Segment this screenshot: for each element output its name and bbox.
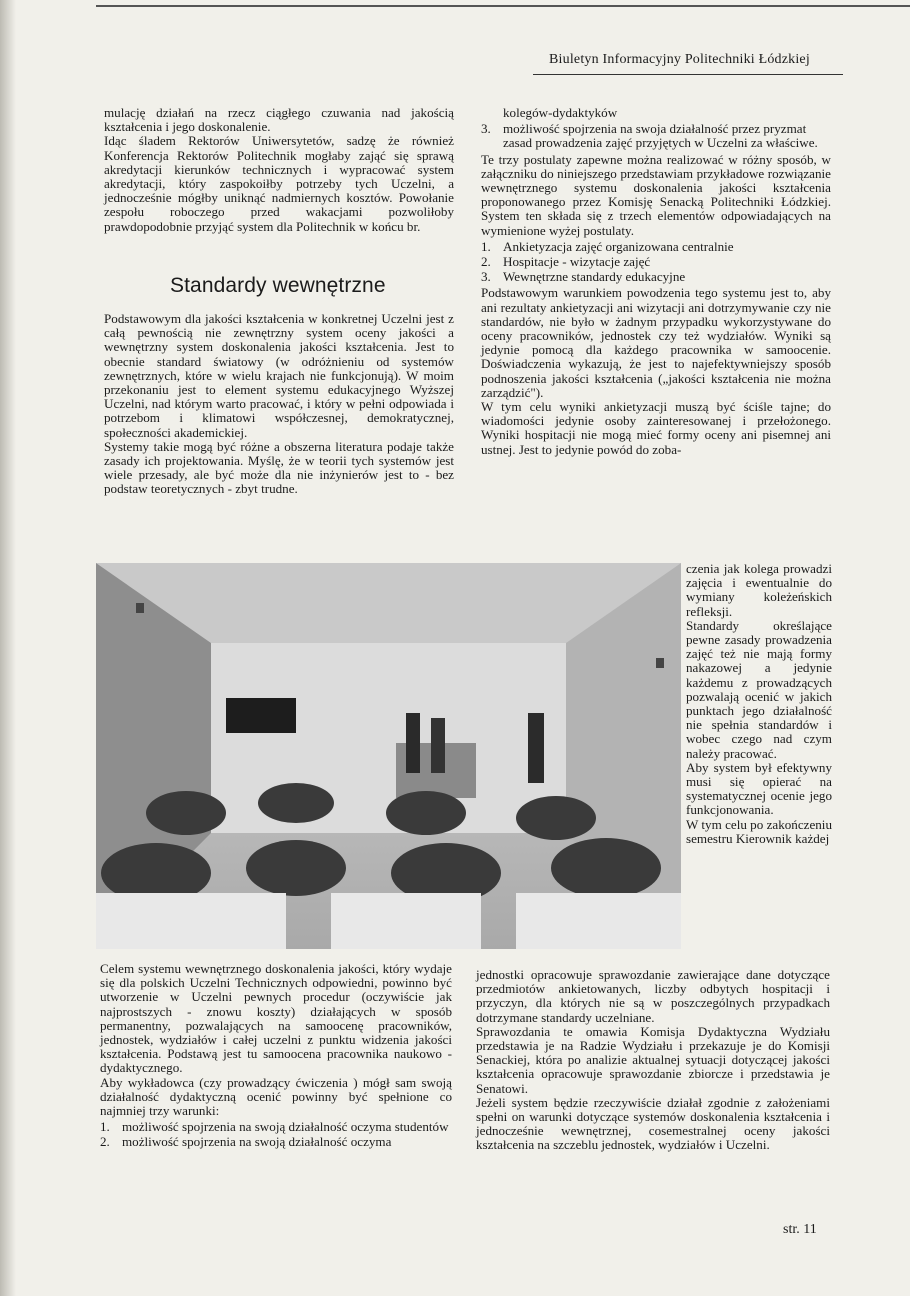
- page-number: str. 11: [783, 1222, 817, 1237]
- paragraph: Systemy takie mogą być różne a obszerna literatura podaje także zasady ich projektowania. Myślę, że w teorii tych systemów jest wiele przesady, ale być może dla nie inżynierów jest to - bez podstaw teoretycznych - zbyt trudne.: [104, 438, 454, 497]
- paragraph: Sprawozdania te omawia Komisja Dydaktyczna Wydziału przedstawia je na Radzie Wydziału i przekazuje je do Komisji Senackiej, która po analizie aktualnej sytuacji dotyczącej jakości kształcenia opracowuje sprawozdanie zbiorcze i przedstawia je Senatowi.: [476, 1023, 830, 1096]
- paragraph: mulację działań na rzecz ciągłego czuwania nad jakością kształcenia i jego doskonalenie.: [104, 105, 454, 135]
- right-column-top: [481, 106, 831, 457]
- paragraph: Aby wykładowca (czy prowadzący ćwiczenia ) mógł sam swoją działalność dydaktyczną ocenić powinny być spełnione co najmniej trzy warunki:: [100, 1074, 452, 1119]
- section-heading: Standardy wewnętrzne: [170, 274, 386, 297]
- paragraph: W tym celu wyniki ankietyzacji muszą być ściśle tajne; do wiadomości jedynie osoby zainteresowanej i przełożonego. Wyniki hospitacji nie mogą mieć formy oceny ani pisemnej ani ustnej. Jest to jedynie powód do zoba-: [481, 399, 831, 457]
- page-edge-shadow: [0, 0, 16, 1296]
- paragraph: jednostki opracowuje sprawozdanie zawierające dane dotyczące przedmiotów ankietowanych, liczby odbytych hospitacji i przyczyn, dla których nie są w poszczególnych przypadkach dotrzymane standardy uczelniane.: [476, 967, 830, 1025]
- list-item-continuation: kolegów-dydaktyków: [503, 105, 618, 120]
- paragraph: Standardy określające pewne zasady prowadzenia zajęć też nie mają formy nakazowej a jedynie każdemu z prowadzących pozwalają ocenić w jakich punktach jego działalność nie spełnia standardów i wobec czego nad czym należy pracować.: [686, 617, 832, 761]
- paragraph: W tym celu po zakończeniu semestru Kierownik każdej: [686, 816, 832, 846]
- left-column-middle: [104, 312, 454, 497]
- running-header: Biuletyn Informacyjny Politechniki Łódzkiej: [549, 52, 810, 67]
- list-item: 2. możliwość spojrzenia na swoją działalność oczyma: [100, 1134, 392, 1150]
- paragraph: Idąc śladem Rektorów Uniwersytetów, sadzę że również Konferencja Rektorów Politechnik mogłaby zająć się sprawą akredytacji kierunków technicznych i wypracować system akredytacji, który zaspokoiłby potrzeby tych Uczelni, a jednocześnie mógłby uniknąć nadmiernych kosztów. Powołanie zespołu roboczego przed wakacjami pozwoliłoby prawdopodobnie przyjąć system dla Politechnik w końcu br.: [104, 133, 454, 234]
- left-column-top: [104, 106, 454, 234]
- top-rule: [96, 0, 910, 7]
- list-item: 2. Hospitacje - wizytacje zajęć: [481, 254, 651, 270]
- right-column-bottom: [476, 968, 830, 1153]
- paragraph: Podstawowym dla jakości kształcenia w konkretnej Uczelni jest z całą pewnością nie zewnętrzny system oceny jakości a wewnętrzny system doskonalenia jakości kształcenia. Jest to obecnie standard światowy (w odróżnieniu od systemów zewnętrznych, które w wielu krajach nie funkcjonują). W moim przekonaniu jest to element systemu edukacyjnego Wyższej Uczelni, nad którym warto pracować, i który w pełni odpowiada i potrzebom i klimatowi współczesnej, demokratycznej, społeczności akademickiej.: [104, 311, 454, 440]
- paragraph: Te trzy postulaty zapewne można realizować w różny sposób, w załączniku do niniejszego przedstawiam przykładowe rozwiązanie wewnętrznego systemu doskonalenia jakości kształcenia proponowanego przez Komisję Senacką Politechniki Łódzkiej. System ten składa się z trzech elementów odpowiadających na wymienione wyżej postulaty.: [481, 151, 831, 238]
- system-elements-list: [481, 240, 831, 285]
- lecture-hall-photo: [96, 563, 681, 949]
- right-column-wrap: [686, 562, 832, 846]
- photo-illustration: [96, 563, 681, 949]
- list-item: 1. Ankietyzacja zajęć organizowana centralnie: [481, 238, 734, 254]
- paragraph: czenia jak kolega prowadzi zajęcia i ewentualnie do wymiany koleżeńskich refleksji.: [686, 561, 832, 619]
- conditions-list: [100, 1120, 452, 1149]
- paragraph: Podstawowym warunkiem powodzenia tego systemu jest to, aby ani rezultaty ankietyzacji ani wizytacji ani dotrzymywanie czy nie standardów, nie było w żadnym przypadku wykorzystywane do oceny pracowników, jednostek czy też wydziałów. Wyniki są jedynie pomocą dla każdego pracownika w samoocenie. Doświadczenia wykazują, że jest to najefektywniejszy sposób podnoszenia jakości kształcenia („jakości kształcenia nie można zarządzić").: [481, 285, 831, 400]
- list-item: 1. możliwość spojrzenia na swoją działalność oczyma studentów: [100, 1119, 449, 1135]
- list-item: 3. możliwość spojrzenia na swoja działalność przez pryzmat zasad prowadzenia zajęć przyjętych w Uczelni za właściwe.: [481, 121, 818, 151]
- paragraph: Jeżeli system będzie rzeczywiście działał zgodnie z założeniami spełni on warunki dotyczące systemów doskonalenia kształcenia i jednocześnie wewnętrznej, cosemestralnej oceny jakości kształcenia na szczeblu jednostek, wydziałów i Uczelni.: [476, 1094, 830, 1153]
- left-column-bottom: [100, 962, 452, 1152]
- paragraph: Celem systemu wewnętrznego doskonalenia jakości, który wydaje się dla polskich Uczelni Technicznych odpowiedni, powinno być utworzenie w Uczelni pewnych procedur (oczywiście jak najprostszych - znowu koszty) działających w sposób permanentny, pozwalających na samoocenę pracowników, jednostek, wydziałów i całej uczelni z punktu widzenia jakości kształcenia. Podstawą jest tu samoocena pracownika naukowo - dydaktycznego.: [100, 961, 452, 1076]
- paragraph: Aby system był efektywny musi się opierać na systematycznej ocenie jego funkcjonowania.: [686, 759, 832, 818]
- header-rule: [533, 74, 843, 75]
- postulate-list-end: [481, 122, 831, 150]
- list-item: 3. Wewnętrzne standardy edukacyjne: [481, 269, 686, 285]
